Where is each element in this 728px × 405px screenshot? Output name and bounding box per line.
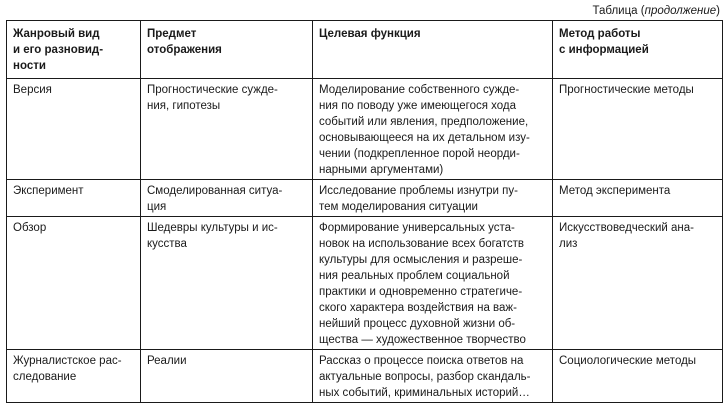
cell-line: Реалии <box>147 355 187 367</box>
cell-genre <box>7 217 141 350</box>
cell-line: ния по поводу уже имеющегося хода <box>319 100 517 112</box>
cell-line: Моделирование собственного сужде- <box>319 84 520 96</box>
cell-function <box>313 350 553 403</box>
cell-line: ных событий, криминальных историй… <box>319 387 530 399</box>
cell-function <box>313 217 553 350</box>
cell-subject <box>141 217 313 350</box>
cell-genre <box>7 350 141 403</box>
cell-line: лиз <box>559 238 578 250</box>
header-subject <box>141 21 313 79</box>
cell-line: тем моделирования ситуации <box>319 201 478 213</box>
header-function <box>313 21 553 79</box>
caption-prefix: Таблица ( <box>592 5 645 17</box>
cell-line: Жанровый вид <box>13 28 100 40</box>
cell-line: основывающееся на их детальном изу- <box>319 132 530 144</box>
cell-line: актуальные вопросы, разбор скандаль- <box>319 371 531 383</box>
cell-line: Социологические методы <box>559 355 697 367</box>
cell-line: Формирование универсальных уста- <box>319 222 515 234</box>
cell-line: отображения <box>147 44 222 56</box>
cell-method <box>553 350 723 403</box>
cell-line: практики и одновременно стратегиче- <box>319 286 523 298</box>
cell-line: чении (подкрепленное порой неорди- <box>319 148 520 160</box>
table-row <box>7 350 723 403</box>
cell-line: Журналистское рас- <box>13 355 122 367</box>
header-row <box>7 21 723 79</box>
header-genre <box>7 21 141 79</box>
cell-line: Прогностические сужде- <box>147 84 278 96</box>
cell-line: Целевая функция <box>319 28 421 40</box>
cell-function <box>313 79 553 180</box>
cell-subject <box>141 350 313 403</box>
cell-genre <box>7 79 141 180</box>
cell-line: новок на использование всех богатств <box>319 238 524 250</box>
cell-line: щества — художественное творчество <box>319 334 526 346</box>
table-row <box>7 180 723 217</box>
cell-line: ния реальных проблем социальной <box>319 270 510 282</box>
cell-line: с информацией <box>559 44 649 56</box>
cell-line: кусства <box>147 238 187 250</box>
table-row <box>7 217 723 350</box>
cell-line: Рассказ о процессе поиска ответов на <box>319 355 524 367</box>
genre-table <box>6 20 723 403</box>
cell-method <box>553 217 723 350</box>
cell-line: Предмет <box>147 28 197 40</box>
cell-genre <box>7 180 141 217</box>
caption-suffix: ) <box>716 5 720 17</box>
cell-subject <box>141 180 313 217</box>
cell-method <box>553 79 723 180</box>
cell-line: Шедевры культуры и ис- <box>147 222 278 234</box>
cell-line: ция <box>147 201 167 213</box>
cell-line: и его разновид- <box>13 44 104 56</box>
cell-function <box>313 180 553 217</box>
cell-line: Обзор <box>13 222 47 234</box>
cell-line: ского характера воздействия на важ- <box>319 302 517 314</box>
cell-line: нарными аргументами) <box>319 164 444 176</box>
cell-subject <box>141 79 313 180</box>
cell-method <box>553 180 723 217</box>
cell-line: Эксперимент <box>13 185 84 197</box>
header-method <box>553 21 723 79</box>
cell-line: ния, гипотезы <box>147 100 221 112</box>
cell-line: ности <box>13 60 46 72</box>
cell-line: событий или явления, предположение, <box>319 116 529 128</box>
cell-line: Искусствоведческий ана- <box>559 222 694 234</box>
cell-line: Метод эксперимента <box>559 185 671 197</box>
table-row <box>7 79 723 180</box>
cell-line: Версия <box>13 84 52 96</box>
table-caption <box>592 4 720 18</box>
cell-line: Исследование проблемы изнутри пу- <box>319 185 518 197</box>
cell-line: следование <box>13 371 77 383</box>
cell-line: нейший процесс духовной жизни об- <box>319 318 516 330</box>
caption-italic: продолжение <box>644 5 717 17</box>
cell-line: Прогностические методы <box>559 84 694 96</box>
cell-line: Смоделированная ситуа- <box>147 185 283 197</box>
cell-line: Метод работы <box>559 28 641 40</box>
cell-line: культуры для осмысления и разреше- <box>319 254 523 266</box>
